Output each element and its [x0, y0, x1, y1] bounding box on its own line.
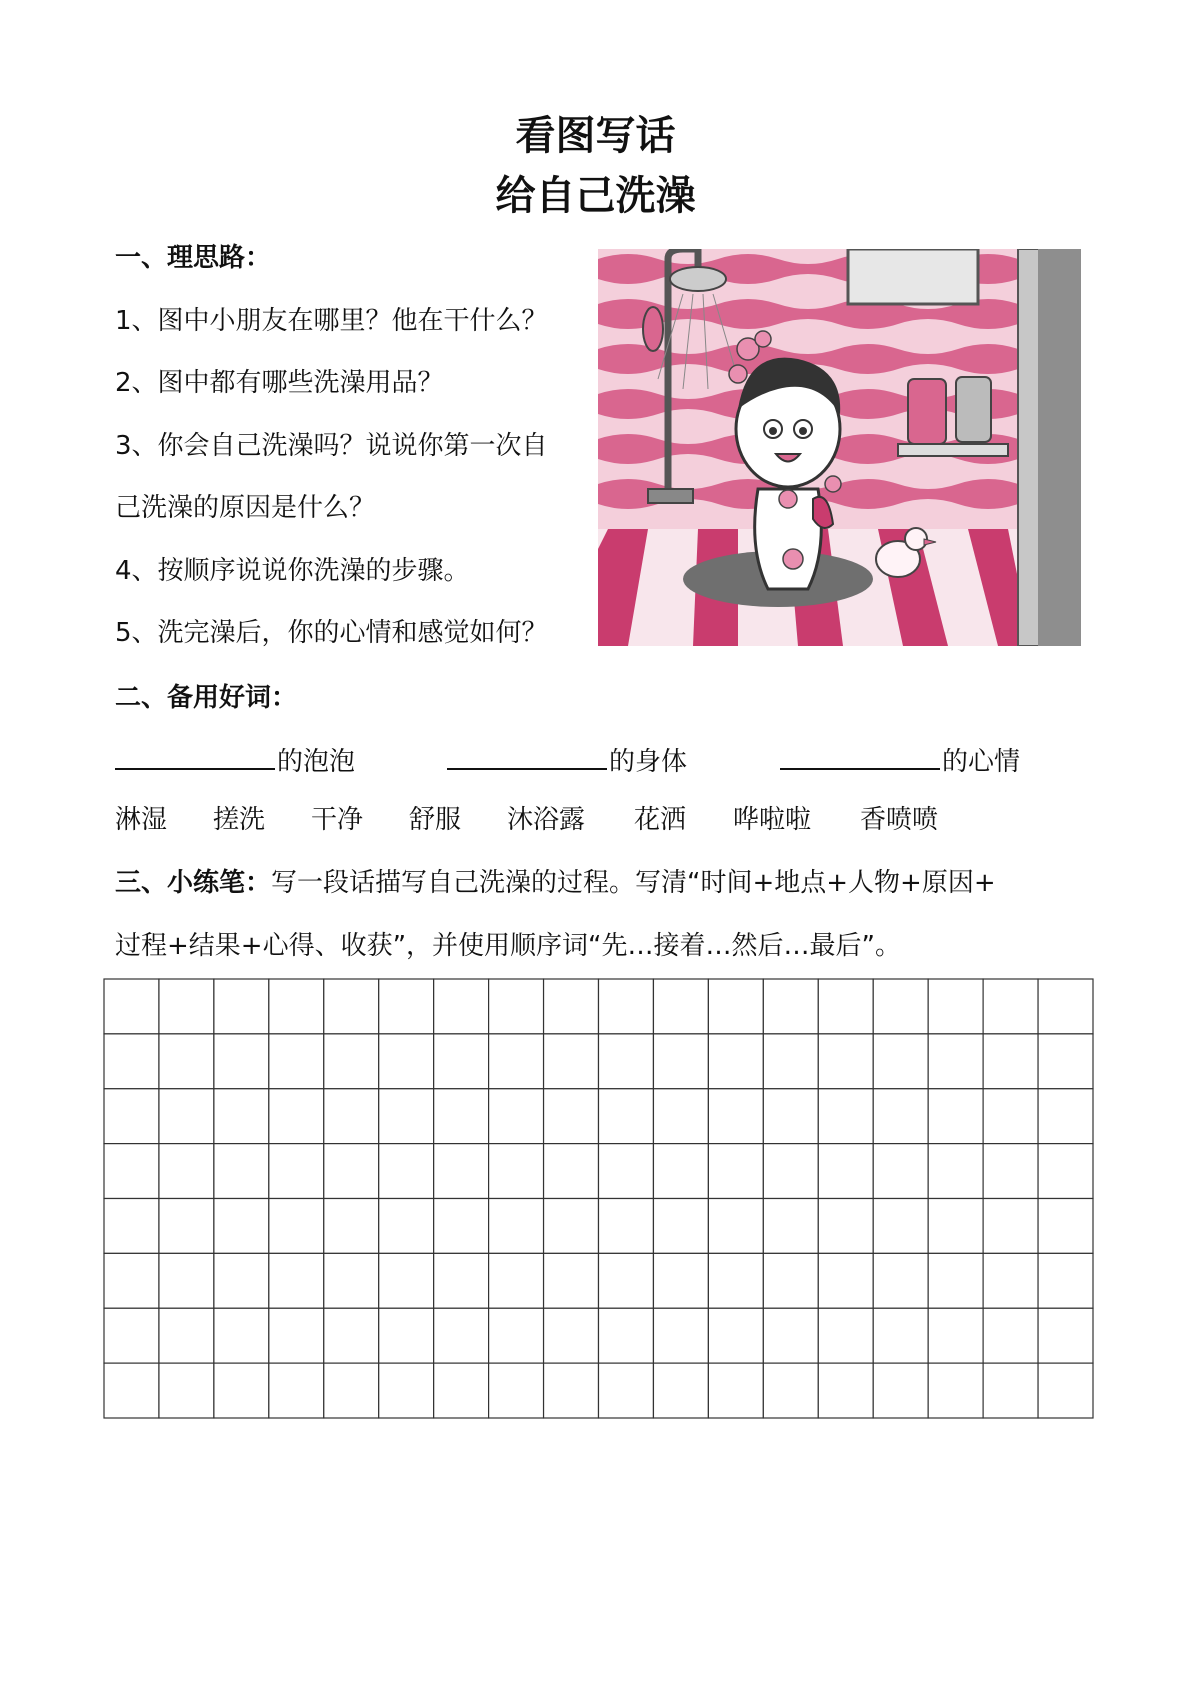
fill-phrase-1: 的泡泡	[115, 740, 355, 780]
grid-cell[interactable]	[324, 1089, 379, 1144]
grid-cell[interactable]	[818, 1089, 873, 1144]
grid-cell[interactable]	[928, 1253, 983, 1308]
grid-cell[interactable]	[544, 1144, 599, 1199]
section3-heading: 三、小练笔：	[115, 868, 272, 898]
grid-cell[interactable]	[269, 1089, 324, 1144]
grid-cell[interactable]	[818, 1144, 873, 1199]
grid-cell[interactable]	[983, 1034, 1038, 1089]
grid-cell[interactable]	[599, 1034, 654, 1089]
grid-cell[interactable]	[544, 1089, 599, 1144]
grid-cell[interactable]	[873, 1308, 928, 1363]
grid-cell[interactable]	[214, 1034, 269, 1089]
grid-cell[interactable]	[434, 1034, 489, 1089]
grid-cell[interactable]	[983, 1144, 1038, 1199]
grid-cell[interactable]	[324, 1034, 379, 1089]
question-3: 3、你会自己洗澡吗？说说你第一次自	[115, 431, 548, 461]
grid-cell[interactable]	[544, 979, 599, 1034]
question-3-cont: 己洗澡的原因是什么？	[115, 493, 376, 523]
grid-cell[interactable]	[489, 1144, 544, 1199]
grid-cell[interactable]	[983, 1253, 1038, 1308]
grid-cell[interactable]	[599, 1144, 654, 1199]
grid-cell[interactable]	[434, 1199, 489, 1254]
grid-cell[interactable]	[379, 1034, 434, 1089]
grid-cell[interactable]	[1038, 1308, 1093, 1363]
writing-grid[interactable]	[103, 978, 1094, 1419]
shower-head	[670, 267, 726, 291]
grid-cell[interactable]	[379, 1199, 434, 1254]
question-2: 2、图中都有哪些洗澡用品？	[115, 368, 444, 398]
grid-cell[interactable]	[653, 1253, 708, 1308]
question-1: 1、图中小朋友在哪里？他在干什么？	[115, 306, 548, 336]
grid-cell[interactable]	[544, 1199, 599, 1254]
grid-cell[interactable]	[379, 1144, 434, 1199]
grid-cell[interactable]	[379, 1308, 434, 1363]
grid-cell[interactable]	[544, 1253, 599, 1308]
grid-cell[interactable]	[653, 1089, 708, 1144]
grid-cell[interactable]	[434, 1363, 489, 1418]
grid-cell[interactable]	[544, 1363, 599, 1418]
grid-cell[interactable]	[873, 1199, 928, 1254]
grid-cell[interactable]	[763, 1199, 818, 1254]
word-item: 淋湿	[115, 805, 168, 835]
grid-cell[interactable]	[653, 1144, 708, 1199]
grid-cell[interactable]	[653, 1363, 708, 1418]
grid-cell[interactable]	[269, 1034, 324, 1089]
page-subtitle: 给自己洗澡	[495, 173, 696, 219]
grid-cell[interactable]	[599, 1199, 654, 1254]
shampoo-bottle	[956, 377, 991, 442]
grid-cell[interactable]	[269, 1363, 324, 1418]
grid-cell[interactable]	[159, 1253, 214, 1308]
grid-cell[interactable]	[599, 1363, 654, 1418]
grid-cell[interactable]	[983, 1089, 1038, 1144]
grid-cell[interactable]	[928, 1199, 983, 1254]
grid-cell[interactable]	[324, 1199, 379, 1254]
grid-cell[interactable]	[159, 1199, 214, 1254]
grid-cell[interactable]	[928, 1089, 983, 1144]
grid-cell[interactable]	[873, 1089, 928, 1144]
grid-cell[interactable]	[983, 1363, 1038, 1418]
grid-cell[interactable]	[1038, 1363, 1093, 1418]
grid-cell[interactable]	[1038, 1253, 1093, 1308]
grid-cell[interactable]	[324, 1308, 379, 1363]
word-item: 哗啦啦	[733, 805, 812, 835]
grid-cell[interactable]	[818, 1199, 873, 1254]
grid-cell[interactable]	[434, 1089, 489, 1144]
grid-cell[interactable]	[928, 1363, 983, 1418]
grid-cell[interactable]	[159, 1363, 214, 1418]
grid-cell[interactable]	[324, 1253, 379, 1308]
blank-line[interactable]	[780, 740, 940, 770]
grid-cell[interactable]	[653, 979, 708, 1034]
grid-cell[interactable]	[1038, 1034, 1093, 1089]
grid-cell[interactable]	[708, 1308, 763, 1363]
grid-cell[interactable]	[708, 1199, 763, 1254]
grid-cell[interactable]	[379, 1089, 434, 1144]
grid-cell[interactable]	[434, 979, 489, 1034]
grid-cell[interactable]	[104, 1308, 159, 1363]
grid-cell[interactable]	[763, 1089, 818, 1144]
blank-line[interactable]	[115, 740, 275, 770]
grid-cell[interactable]	[763, 1253, 818, 1308]
grid-cell[interactable]	[983, 1199, 1038, 1254]
grid-cell[interactable]	[104, 1144, 159, 1199]
grid-cell[interactable]	[599, 1308, 654, 1363]
word-item: 香喷喷	[860, 805, 939, 835]
grid-cell[interactable]	[599, 979, 654, 1034]
grid-cell[interactable]	[928, 1034, 983, 1089]
grid-cell[interactable]	[489, 1199, 544, 1254]
grid-cell[interactable]	[269, 1144, 324, 1199]
grid-cell[interactable]	[599, 1089, 654, 1144]
grid-cell[interactable]	[708, 1144, 763, 1199]
grid-cell[interactable]	[489, 1363, 544, 1418]
page-title: 看图写话	[515, 113, 676, 159]
grid-cell[interactable]	[708, 1034, 763, 1089]
section1-heading: 一、理思路：	[115, 243, 272, 273]
grid-cell[interactable]	[489, 1089, 544, 1144]
grid-cell[interactable]	[324, 1144, 379, 1199]
grid-cell[interactable]	[159, 1034, 214, 1089]
grid-cell[interactable]	[544, 1308, 599, 1363]
grid-cell[interactable]	[818, 1308, 873, 1363]
grid-cell[interactable]	[214, 979, 269, 1034]
grid-cell[interactable]	[1038, 1089, 1093, 1144]
grid-cell[interactable]	[104, 1034, 159, 1089]
grid-cell[interactable]	[159, 1308, 214, 1363]
grid-cell[interactable]	[763, 979, 818, 1034]
grid-cell[interactable]	[434, 1308, 489, 1363]
grid-cell[interactable]	[818, 979, 873, 1034]
grid-cell[interactable]	[818, 1034, 873, 1089]
grid-cell[interactable]	[873, 1253, 928, 1308]
grid-cell[interactable]	[873, 1034, 928, 1089]
grid-cell[interactable]	[818, 1363, 873, 1418]
grid-cell[interactable]	[928, 1144, 983, 1199]
bathing-illustration	[598, 249, 1081, 646]
grid-cell[interactable]	[434, 1253, 489, 1308]
question-4: 4、按顺序说说你洗澡的步骤。	[115, 556, 470, 586]
grid-cell[interactable]	[873, 979, 928, 1034]
word-item: 舒服	[409, 805, 462, 835]
grid-cell[interactable]	[873, 1144, 928, 1199]
grid-cell[interactable]	[653, 1034, 708, 1089]
grid-cell[interactable]	[708, 1363, 763, 1418]
grid-cell[interactable]	[763, 1034, 818, 1089]
grid-cell[interactable]	[653, 1199, 708, 1254]
grid-cell[interactable]	[104, 1089, 159, 1144]
grid-cell[interactable]	[708, 979, 763, 1034]
grid-cell[interactable]	[983, 979, 1038, 1034]
section2-heading: 二、备用好词：	[115, 683, 298, 713]
grid-cell[interactable]	[763, 1144, 818, 1199]
question-5: 5、洗完澡后，你的心情和感觉如何？	[115, 618, 548, 648]
fill-phrase-3: 的心情	[780, 740, 1020, 780]
grid-cell[interactable]	[708, 1253, 763, 1308]
grid-cell[interactable]	[269, 1199, 324, 1254]
blank-line[interactable]	[447, 740, 607, 770]
grid-cell[interactable]	[379, 1363, 434, 1418]
grid-cell[interactable]	[599, 1253, 654, 1308]
grid-cell[interactable]	[434, 1144, 489, 1199]
grid-cell[interactable]	[269, 1253, 324, 1308]
grid-cell[interactable]	[214, 1308, 269, 1363]
grid-cell[interactable]	[214, 1363, 269, 1418]
body-wash-bottle	[908, 379, 946, 444]
grid-cell[interactable]	[159, 1144, 214, 1199]
grid-cell[interactable]	[159, 979, 214, 1034]
fill-phrase-2: 的身体	[447, 740, 687, 780]
prompt-line-2: 过程+结果+心得、收获”，并使用顺序词“先…接着…然后…最后”。	[115, 931, 901, 961]
mirror	[848, 249, 978, 304]
section3-prompt	[115, 865, 996, 901]
grid-cell[interactable]	[214, 1199, 269, 1254]
grid-cell[interactable]	[1038, 1144, 1093, 1199]
grid-cell[interactable]	[324, 1363, 379, 1418]
word-item: 干净	[311, 805, 364, 835]
grid-cell[interactable]	[653, 1308, 708, 1363]
grid-cell[interactable]	[1038, 979, 1093, 1034]
grid-cell[interactable]	[928, 1308, 983, 1363]
grid-cell[interactable]	[104, 979, 159, 1034]
grid-cell[interactable]	[214, 1144, 269, 1199]
word-item: 花洒	[634, 805, 687, 835]
grid-cell[interactable]	[269, 979, 324, 1034]
word-item: 沐浴露	[507, 805, 586, 835]
prompt-line-1: 写一段话描写自己洗澡的过程。写清“时间+地点+人物+原因+	[271, 868, 996, 898]
grid-cell[interactable]	[544, 1034, 599, 1089]
grid-cell[interactable]	[763, 1363, 818, 1418]
grid-cell[interactable]	[104, 1199, 159, 1254]
grid-cell[interactable]	[489, 979, 544, 1034]
grid-cell[interactable]	[214, 1253, 269, 1308]
grid-cell[interactable]	[708, 1089, 763, 1144]
grid-cell[interactable]	[214, 1089, 269, 1144]
grid-cell[interactable]	[379, 979, 434, 1034]
grid-cell[interactable]	[928, 979, 983, 1034]
grid-cell[interactable]	[983, 1308, 1038, 1363]
grid-cell[interactable]	[873, 1363, 928, 1418]
grid-cell[interactable]	[1038, 1199, 1093, 1254]
grid-cell[interactable]	[104, 1363, 159, 1418]
grid-cell[interactable]	[489, 1034, 544, 1089]
grid-cell[interactable]	[489, 1308, 544, 1363]
word-item: 搓洗	[213, 805, 266, 835]
grid-cell[interactable]	[763, 1308, 818, 1363]
grid-cell[interactable]	[269, 1308, 324, 1363]
grid-cell[interactable]	[324, 979, 379, 1034]
grid-cell[interactable]	[818, 1253, 873, 1308]
grid-cell[interactable]	[104, 1253, 159, 1308]
grid-cell[interactable]	[489, 1253, 544, 1308]
grid-cell[interactable]	[159, 1089, 214, 1144]
grid-cell[interactable]	[379, 1253, 434, 1308]
